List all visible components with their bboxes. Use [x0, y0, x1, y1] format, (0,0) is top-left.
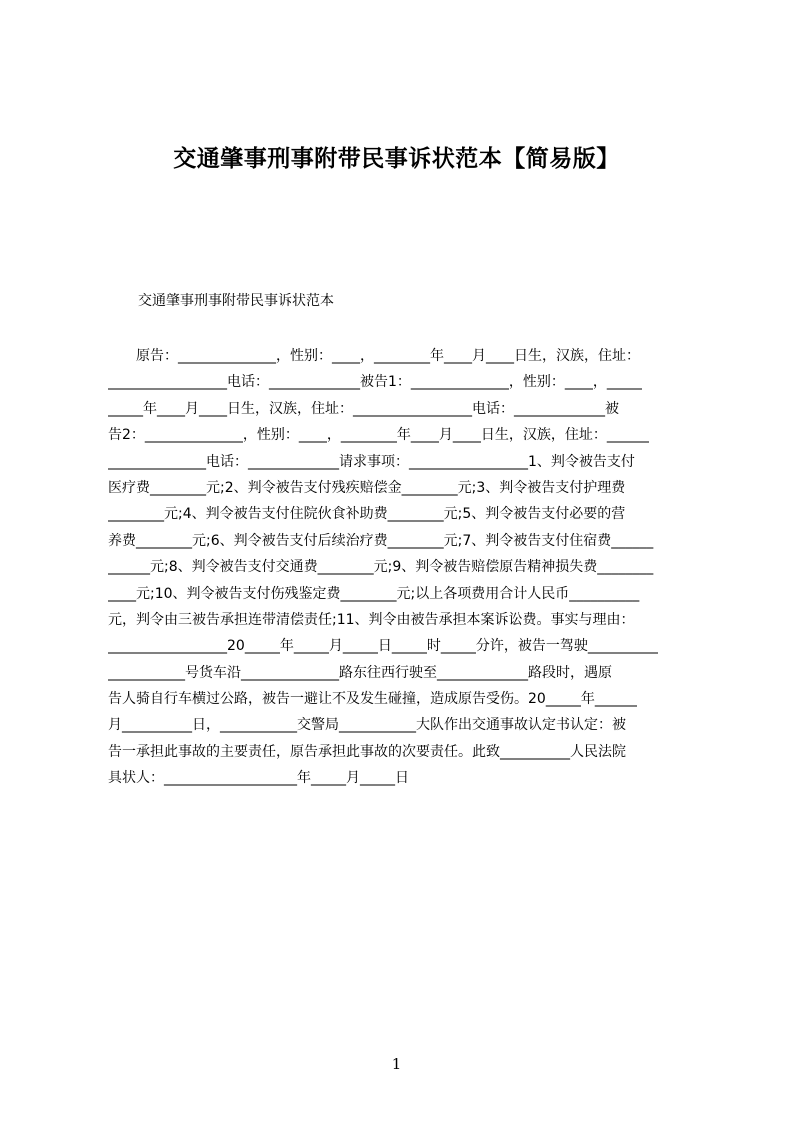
signature-line: 具状人：___________________年_____月_____日 — [108, 770, 409, 787]
body-line: ___________号货车沿______________路东往西行驶至_____________路段时，遇原 — [108, 664, 612, 681]
body-line: 告一承担此事故的主要责任，原告承担此事故的次要责任。此致__________人民法院 — [108, 743, 626, 760]
body-line: ______________电话：_____________请求事项：_________________1、判令被告支付 — [108, 453, 635, 470]
body-line: 原告：______________，性别：____，________年____月____日生，汉族，住址： — [108, 348, 640, 364]
body-line: ________元;4、判令被告支付住院伙食补助费________元;5、判令被告支付必要的营 — [108, 506, 626, 523]
body-line: 养费________元;6、判令被告支付后续治疗费________元;7、判令被告支付住宿费______ — [108, 532, 654, 549]
document-title: 交通肇事刑事附带民事诉状范本【简易版】 — [173, 146, 620, 172]
body-line: ____元;10、判令被告支付伤残鉴定费________元;以上各项费用合计人民币__________ — [108, 585, 640, 602]
document-subtitle: 交通肇事刑事附带民事诉状范本 — [138, 293, 334, 309]
body-line: 月__________日，___________交警局___________大队作出交通事故认定书认定：被 — [108, 717, 626, 734]
body-line: 元，判令由三被告承担连带清偿责任;11、判令由被告承担本案诉讼费。事实与理由： — [108, 611, 635, 628]
body-line: _________________电话：_____________被告1：______________，性别：____，_____ — [108, 374, 642, 391]
body-line: _________________20_____年_____月_____日_____时_____分许，被告一驾驶__________ — [108, 638, 658, 655]
body-line: ______元;8、判令被告支付交通费________元;9、判令被告赔偿原告精神损失费________ — [108, 559, 654, 576]
body-line: 医疗费________元;2、判令被告支付残疾赔偿金________元;3、判令被告支付护理费 — [108, 479, 626, 496]
body-line: 告人骑自行车横过公路，被告一避让不及发生碰撞，造成原告受伤。20_____年______ — [108, 691, 637, 708]
document-body — [108, 343, 698, 792]
page-number: 1 — [391, 1055, 402, 1073]
body-line: _____年____月____日生，汉族，住址：_________________电话：_____________被 — [108, 400, 619, 417]
body-line: 告2：______________，性别：____，________年____月____日生，汉族，住址：______ — [108, 427, 649, 444]
